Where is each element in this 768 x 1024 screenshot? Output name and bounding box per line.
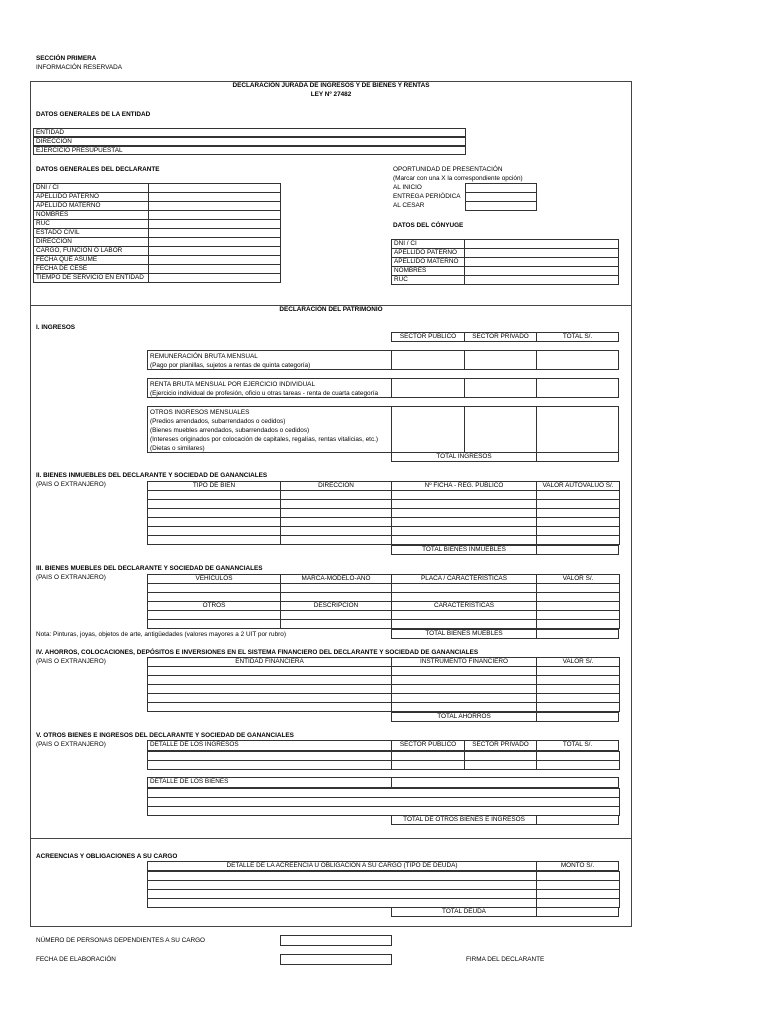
income-cell[interactable]: [391, 406, 465, 453]
law-number: LEY Nº 27482: [310, 91, 352, 98]
income-cell[interactable]: [391, 350, 465, 370]
col-header: OTROS: [147, 601, 281, 611]
other-income-cell[interactable]: [464, 760, 537, 770]
asset-detail-header: DETALLE DE LOS BIENES: [147, 777, 392, 788]
total-cell[interactable]: [536, 907, 619, 917]
spouse-field-label: RUC: [391, 275, 465, 285]
col-header: SECTOR PRIVADO: [464, 332, 537, 342]
declarant-field-label: CARGO, FUNCIÓN O LABOR: [33, 246, 149, 256]
col-header: PLACA / CARACTERÍSTICAS: [391, 574, 537, 584]
declarant-field-label: FECHA QUE ASUME: [33, 255, 149, 265]
spouse-field-label: NOMBRES: [391, 266, 465, 276]
total-label: TOTAL AHORROS: [391, 712, 537, 722]
option-label: AL INICIO: [393, 184, 422, 191]
spouse-field-label: APELLIDO PATERNO: [391, 248, 465, 258]
form-title: DECLARACIÓN JURADA DE INGRESOS Y DE BIENES Y RENTAS: [232, 82, 430, 89]
others-heading: V. OTROS BIENES E INGRESOS DEL DECLARANTE Y SOCIEDAD DE GANANCIALES: [36, 732, 294, 739]
col-header: VEHÍCULOS: [147, 574, 281, 584]
col-header: TOTAL S/.: [536, 332, 619, 342]
other-income-cell[interactable]: [391, 760, 465, 770]
scope-label: (PAIS O EXTRANJERO): [36, 481, 106, 488]
option-label: AL CESAR: [393, 202, 425, 209]
section-label: SECCIÓN PRIMERA: [36, 55, 97, 62]
declarant-field-label: APELLIDO PATERNO: [33, 192, 149, 202]
total-label: TOTAL DE OTROS BIENES E INGRESOS: [391, 815, 537, 825]
income-cell[interactable]: [464, 350, 537, 370]
other-income-cell[interactable]: [536, 760, 620, 770]
income-heading: I. INGRESOS: [36, 324, 76, 331]
income-row-label: RENTA BRUTA MENSUAL POR EJERCICIO INDIVIDUAL (Ejercicio individual de profesión, oficio u otras tareas - renta de cuarta categoría: [147, 378, 392, 398]
other-movable-cell[interactable]: [536, 619, 620, 629]
declarant-field-label: RUC: [33, 219, 149, 229]
savings-cell[interactable]: [391, 702, 537, 712]
income-cell[interactable]: [391, 378, 465, 398]
entity-row[interactable]: DIRECCIÓN: [33, 137, 466, 146]
other-movable-cell[interactable]: [391, 619, 537, 629]
spouse-heading: DATOS DEL CÓNYUGE: [393, 222, 464, 229]
income-cell[interactable]: [536, 350, 619, 370]
asset-detail-cell[interactable]: [391, 777, 619, 788]
scope-label: (PAIS O EXTRANJERO): [36, 658, 106, 665]
date-input[interactable]: [280, 954, 392, 965]
other-movable-cell[interactable]: [147, 619, 281, 629]
col-header: DESCRIPCIÓN: [280, 601, 392, 611]
total-label: TOTAL BIENES INMUEBLES: [391, 545, 537, 555]
total-label: TOTAL DEUDA: [391, 907, 537, 917]
col-header: Nº FICHA - REG. PÚBLICO: [391, 481, 537, 491]
total-cell[interactable]: [536, 545, 619, 555]
date-label: FECHA DE ELABORACIÓN: [36, 956, 116, 963]
declarant-field-label: NOMBRES: [33, 210, 149, 220]
declarant-field-label: FECHA DE CESE: [33, 264, 149, 274]
divider: [30, 838, 632, 839]
declarant-field-label: DIRECCIÓN: [33, 237, 149, 247]
total-cell[interactable]: [536, 712, 619, 722]
col-header: SECTOR PRIVADO: [464, 740, 537, 751]
col-header: TIPO DE BIEN: [147, 481, 281, 491]
spouse-field-input[interactable]: [464, 275, 619, 285]
declarant-field-label: ESTADO CIVIL: [33, 228, 149, 238]
col-header: DIRECCIÓN: [280, 481, 392, 491]
col-header: VALOR S/.: [536, 657, 620, 667]
col-header: VALOR S/.: [536, 574, 620, 584]
income-cell[interactable]: [464, 378, 537, 398]
declarant-field-input[interactable]: [148, 273, 281, 283]
col-header: ENTIDAD FINANCIERA: [147, 657, 392, 667]
col-header: DETALLE DE LA ACREENCIA U OBLIGACIÓN A SU CARGO (TIPO DE DEUDA): [147, 861, 537, 871]
col-header: SECTOR PÚBLICO: [391, 332, 465, 342]
total-cell[interactable]: [536, 629, 619, 639]
realestate-heading: II. BIENES INMUEBLES DEL DECLARANTE Y SOCIEDAD DE GANANCIALES: [36, 472, 268, 479]
patrimony-heading: DECLARACIÓN DEL PATRIMONIO: [279, 306, 383, 313]
dependents-input[interactable]: [280, 935, 392, 946]
col-header: SECTOR PÚBLICO: [391, 740, 465, 751]
scope-label: (PAIS O EXTRANJERO): [36, 574, 106, 581]
declarant-field-label: DNI / CI: [33, 183, 149, 193]
col-header: VALOR AUTOVALUO S/.: [536, 481, 620, 491]
income-detail-header: DETALLE DE LOS INGRESOS: [147, 740, 392, 751]
scope-label: (PAIS O EXTRANJERO): [36, 741, 106, 748]
declarant-field-label: TIEMPO DE SERVICIO EN ENTIDAD: [33, 273, 149, 283]
col-header: MARCA-MODELO-AÑO: [280, 574, 392, 584]
dependents-label: NÚMERO DE PERSONAS DEPENDIENTES A SU CARGO: [36, 937, 206, 944]
income-row-label: OTROS INGRESOS MENSUALES (Predios arrendados, subarrendados o cedidos) (Bienes muebles arrendados, subarrendados o cedidos) (Intereses originados por colocación de capitales, regalías, rentas vitalicias, etc.) (Dietas o similares): [147, 406, 392, 453]
income-cell[interactable]: [536, 378, 619, 398]
movables-note: Nota: Pinturas, joyas, objetos de arte, antigüedades (valores mayores a 2 UIT por rubro): [36, 631, 286, 638]
debts-heading: ACREENCIAS Y OBLIGACIONES A SU CARGO: [36, 853, 178, 860]
option-label: ENTREGA PERIÓDICA: [393, 193, 461, 200]
total-cell[interactable]: [536, 452, 619, 462]
realestate-cell[interactable]: [147, 535, 281, 545]
total-label: TOTAL INGRESOS: [391, 452, 537, 462]
realestate-cell[interactable]: [391, 535, 537, 545]
col-header: TOTAL S/.: [536, 740, 619, 751]
savings-cell[interactable]: [147, 702, 392, 712]
total-cell[interactable]: [536, 815, 619, 825]
realestate-cell[interactable]: [280, 535, 392, 545]
movables-heading: III. BIENES MUEBLES DEL DECLARANTE Y SOCIEDAD DE GANANCIALES: [36, 565, 263, 572]
declarant-heading: DATOS GENERALES DEL DECLARANTE: [36, 166, 160, 173]
col-header: CARACTERÍSTICAS: [391, 601, 537, 611]
realestate-cell[interactable]: [536, 535, 620, 545]
savings-heading: IV. AHORROS, COLOCACIONES, DEPÓSITOS E INVERSIONES EN EL SISTEMA FINANCIERO DEL DECLARANTE Y SOCIEDAD DE GANANCIALES: [36, 649, 479, 656]
entity-row[interactable]: ENTIDAD: [33, 128, 466, 137]
opportunity-heading: OPORTUNIDAD DE PRESENTACIÓN: [393, 166, 503, 173]
signature-label: FIRMA DEL DECLARANTE: [466, 956, 545, 963]
entity-row[interactable]: EJERCICIO PRESUPUESTAL: [33, 146, 466, 155]
income-row-label: REMUNERACIÓN BRUTA MENSUAL (Pago por planillas, sujetos a rentas de quinta categoría): [147, 350, 392, 370]
col-header: MONTO S/.: [536, 861, 619, 871]
savings-cell[interactable]: [536, 702, 620, 712]
income-cell[interactable]: [464, 406, 537, 453]
income-cell[interactable]: [536, 406, 619, 453]
entity-heading: DATOS GENERALES DE LA ENTIDAD: [36, 111, 151, 118]
spouse-field-label: DNI / CI: [391, 239, 465, 249]
spouse-field-label: APELLIDO MATERNO: [391, 257, 465, 267]
opportunity-note: (Marcar con una X la correspondiente opción): [393, 175, 523, 182]
other-movable-cell[interactable]: [280, 619, 392, 629]
declarant-field-label: APELLIDO MATERNO: [33, 201, 149, 211]
col-header: INSTRUMENTO FINANCIERO: [391, 657, 537, 667]
option-checkbox[interactable]: [465, 201, 537, 211]
reserved-label: INFORMACIÓN RESERVADA: [36, 64, 123, 71]
total-label: TOTAL BIENES MUEBLES: [391, 629, 537, 639]
other-income-cell[interactable]: [147, 760, 392, 770]
